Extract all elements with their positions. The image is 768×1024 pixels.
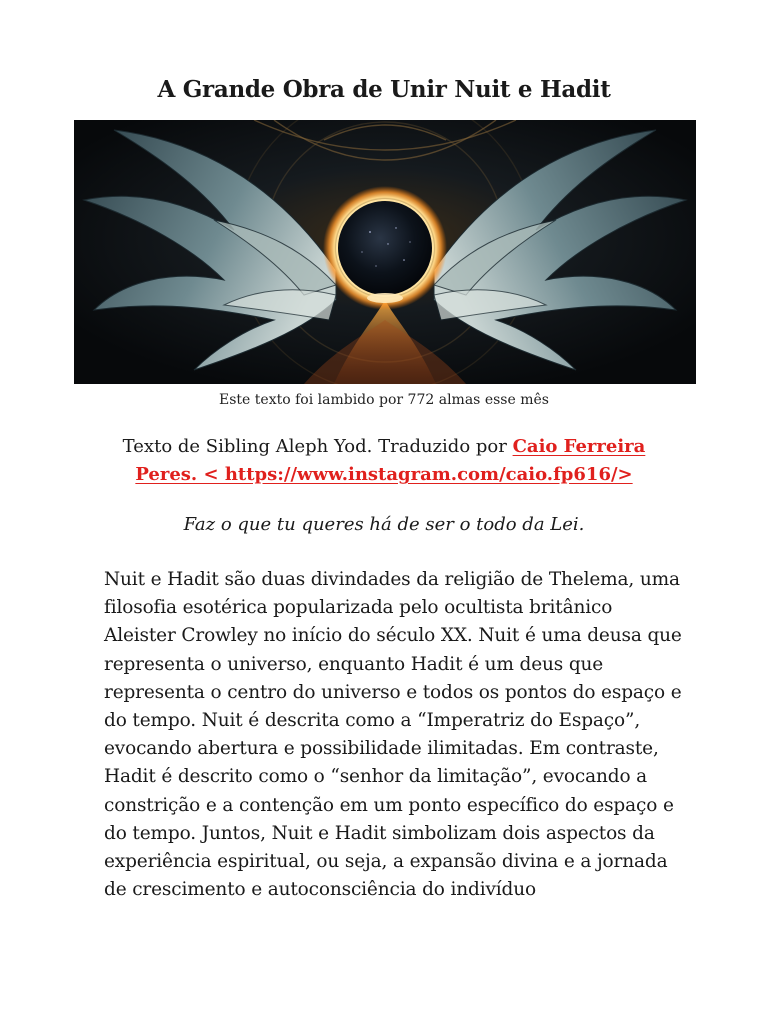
article-body-paragraph: Nuit e Hadit são duas divindades da religião de Thelema, uma filosofia esotérica popularizada pelo ocultista britânico Aleister Crowley no início do século XX. Nuit é uma deusa que representa o universo, enquanto Hadit é um deus que representa o centro do universo e todos os pontos do espaço e do tempo. Nuit é descrita como a “Imperatriz do Espaço”, evocando abertura e possibilidade ilimitadas. Em contraste, Hadit é descrito como o “senhor da limitação”, evocando a constrição e a contenção em um ponto específico do espaço e do tempo. Juntos, Nuit e Hadit simbolizam dois aspectos da experiência espiritual, ou seja, a expansão divina e a jornada de crescimento e autoconsciência do indivíduo: [104, 569, 682, 901]
page-title: A Grande Obra de Unir Nuit e Hadit: [157, 76, 611, 103]
hero-image-winged-eclipse: [74, 120, 696, 384]
credit-prefix: Texto de Sibling Aleph Yod. Traduzido por: [122, 436, 513, 457]
view-count-caption: Este texto foi lambido por 772 almas esse mês: [219, 392, 549, 408]
thelema-motto: Faz o que tu queres há de ser o todo da Lei.: [183, 514, 585, 535]
translator-link[interactable]: Caio Ferreira Peres. < https://www.instagram.com/caio.fp616/>: [135, 436, 646, 485]
credit-line: [90, 433, 678, 489]
